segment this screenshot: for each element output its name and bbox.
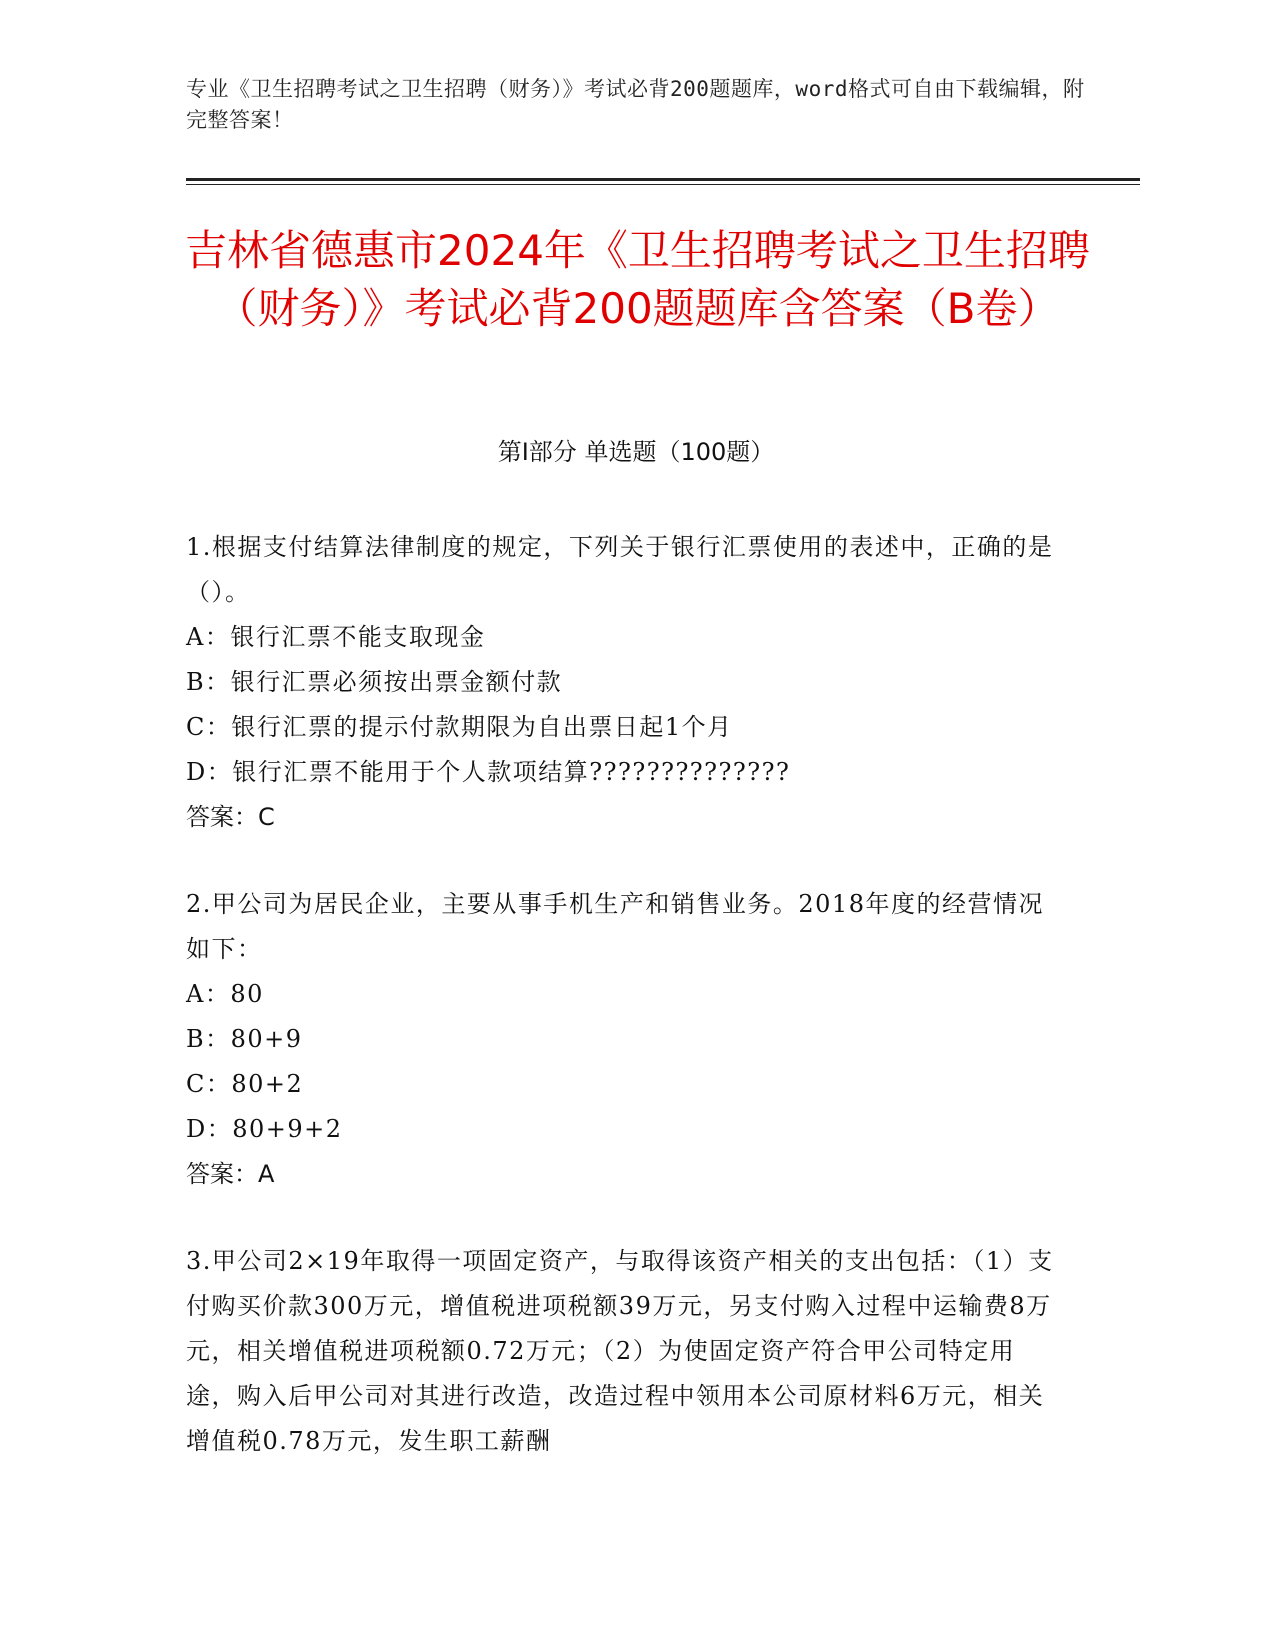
question-stem: 3.甲公司2×19年取得一项固定资产，与取得该资产相关的支出包括：（1）支付购买价款300万元，增值税进项税额39万元，另支付购入过程中运输费8万元，相关增值税进项税额0.72万元；（2）为使固定资产符合甲公司特定用途，购入后甲公司对其进行改造，改造过程中领用本公司原材料6万元，相关增值税0.78万元，发生职工薪酬	[186, 1247, 1054, 1455]
answer-line: 答案：C	[186, 803, 275, 831]
option-d: D：银行汇票不能用于个人款项结算??????????????	[186, 758, 791, 786]
option-a: A：银行汇票不能支取现金	[186, 623, 486, 651]
option-d: D：80+9+2	[186, 1115, 343, 1143]
document-title: 吉林省德惠市2024年《卫生招聘考试之卫生招聘（财务）》考试必背200题题库含答案（B卷）	[185, 226, 1090, 333]
answer-line: 答案：A	[186, 1160, 275, 1188]
option-c: C：80+2	[186, 1070, 304, 1098]
option-c: C：银行汇票的提示付款期限为自出票日起1个月	[186, 713, 733, 741]
question-list	[186, 525, 1066, 1506]
header-rule-thick	[186, 178, 1140, 181]
header-rule-thin	[186, 184, 1140, 185]
question-3	[186, 1239, 1066, 1464]
question-1	[186, 525, 1066, 840]
option-b: B：银行汇票必须按出票金额付款	[186, 668, 563, 696]
question-2	[186, 882, 1066, 1197]
option-a: A：80	[186, 980, 264, 1008]
header-note: 专业《卫生招聘考试之卫生招聘（财务）》考试必背200题题库，word格式可自由下载编辑，附完整答案！	[186, 77, 1085, 132]
section-title: 第Ⅰ部分 单选题（100题）	[497, 438, 775, 466]
question-stem: 2.甲公司为居民企业，主要从事手机生产和销售业务。2018年度的经营情况如下：	[186, 890, 1044, 963]
option-b: B：80+9	[186, 1025, 303, 1053]
question-stem: 1.根据支付结算法律制度的规定，下列关于银行汇票使用的表述中，正确的是（）。	[186, 533, 1054, 606]
